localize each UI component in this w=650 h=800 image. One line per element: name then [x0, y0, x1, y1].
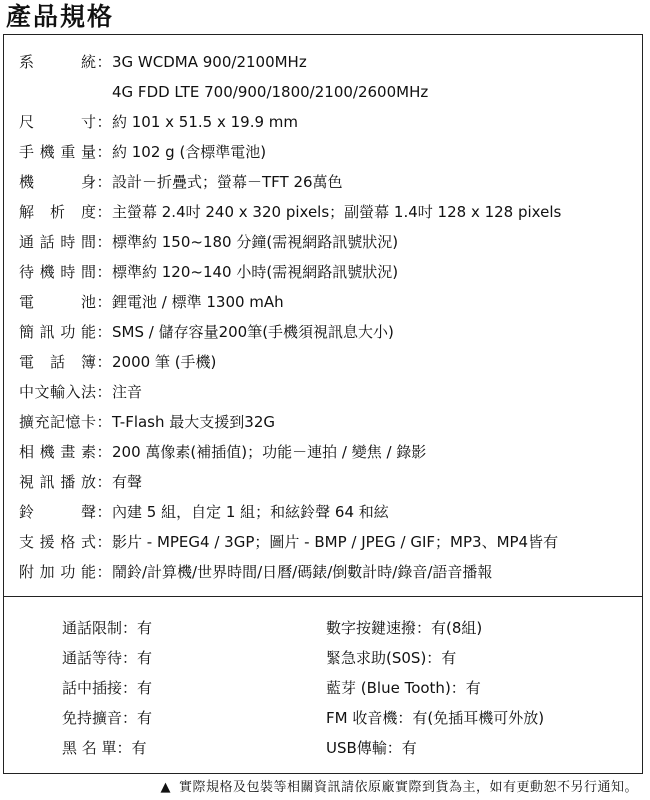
spec-row: [19, 377, 636, 407]
spec-row: [19, 287, 636, 317]
triangle-icon: ▲: [160, 780, 171, 795]
spec-label: 手機重量: [19, 143, 96, 161]
spec-label: 電池: [19, 293, 96, 311]
spec-row: [19, 497, 636, 527]
spec-table: [3, 34, 643, 774]
feature-item: USB傳輸：有: [326, 739, 417, 757]
feature-item: 黑 名 單：有: [62, 739, 147, 757]
spec-value: 主螢幕 2.4吋 240 x 320 pixels；副螢幕 1.4吋 128 x 128 pixels: [112, 203, 562, 221]
spec-value: 2000 筆 (手機): [112, 353, 217, 371]
spec-separator: ：: [96, 353, 112, 371]
spec-separator: ：: [96, 53, 112, 71]
spec-separator: ：: [96, 473, 112, 491]
spec-separator: ：: [96, 113, 112, 131]
spec-row: [19, 317, 636, 347]
feature-item: 緊急求助(S0S)：有: [326, 649, 457, 667]
spec-row: [19, 47, 636, 77]
feature-item: 通話等待：有: [62, 649, 153, 667]
spec-label: 簡訊功能: [19, 323, 96, 341]
spec-row: [19, 137, 636, 167]
spec-separator: ：: [96, 323, 112, 341]
spec-section: [4, 35, 642, 597]
spec-value: 有聲: [112, 473, 143, 491]
spec-row: [19, 107, 636, 137]
spec-value: 鬧鈴/計算機/世界時間/日曆/碼錶/倒數計時/錄音/語音播報: [112, 563, 493, 581]
spec-value: 設計－折疊式；螢幕－TFT 26萬色: [112, 173, 343, 191]
spec-label: 附加功能: [19, 563, 96, 581]
spec-value: 200 萬像素(補插值)；功能－連拍 / 變焦 / 錄影: [112, 443, 427, 461]
spec-row: [19, 227, 636, 257]
spec-value: 標準約 150~180 分鐘(需視網路訊號狀況): [112, 233, 399, 251]
spec-value: 標準約 120~140 小時(需視網路訊號狀況): [112, 263, 399, 281]
spec-separator: ：: [96, 203, 112, 221]
spec-row: [19, 557, 636, 587]
spec-row: [19, 197, 636, 227]
feature-item: 免持擴音：有: [62, 709, 153, 727]
spec-label: 擴充記憶卡: [19, 413, 96, 431]
spec-list: [19, 47, 636, 587]
spec-row: [19, 467, 636, 497]
spec-label: 通話時間: [19, 233, 96, 251]
spec-separator: ：: [96, 413, 112, 431]
spec-value: 影片 - MPEG4 / 3GP；圖片 - BMP / JPEG / GIF；MP3、MP4皆有: [112, 533, 559, 551]
spec-label: 電話簿: [19, 353, 96, 371]
spec-separator: ：: [96, 263, 112, 281]
spec-value: 約 102 g (含標準電池): [112, 143, 267, 161]
spec-separator: ：: [96, 443, 112, 461]
spec-separator: ：: [96, 143, 112, 161]
feature-column-left: [62, 613, 152, 763]
spec-label: 相機畫素: [19, 443, 96, 461]
spec-value: T-Flash 最大支援到32G: [112, 413, 275, 431]
feature-item: FM 收音機：有(免插耳機可外放): [326, 709, 545, 727]
spec-row: [19, 407, 636, 437]
spec-value: 鋰電池 / 標準 1300 mAh: [112, 293, 284, 311]
spec-label: 支援格式: [19, 533, 96, 551]
spec-row: [19, 257, 636, 287]
feature-item: 數字按鍵速撥：有(8組): [326, 619, 483, 637]
feature-item: 通話限制：有: [62, 619, 153, 637]
spec-label: 中文輸入法: [19, 383, 96, 401]
spec-label: 尺寸: [19, 113, 96, 131]
spec-separator: ：: [96, 563, 112, 581]
spec-value: 注音: [112, 383, 143, 401]
spec-value: SMS / 儲存容量200筆(手機須視訊息大小): [112, 323, 394, 341]
spec-row: [19, 347, 636, 377]
spec-row: [19, 437, 636, 467]
disclaimer-text: 實際規格及包裝等相關資訊請依原廠實際到貨為主，如有更動恕不另行通知。: [178, 780, 638, 795]
spec-label: 解析度: [19, 203, 96, 221]
spec-value: 約 101 x 51.5 x 19.9 mm: [112, 113, 299, 131]
spec-label: 機身: [19, 173, 96, 191]
spec-separator: ：: [96, 383, 112, 401]
spec-separator: ：: [96, 173, 112, 191]
spec-separator: ：: [96, 293, 112, 311]
spec-label: 鈴聲: [19, 503, 96, 521]
spec-separator: ：: [96, 233, 112, 251]
spec-label: 視訊播放: [19, 473, 96, 491]
spec-value-continuation: 4G FDD LTE 700/900/1800/2100/2600MHz: [112, 83, 429, 101]
spec-separator: ：: [96, 533, 112, 551]
spec-row: [19, 167, 636, 197]
spec-label: 系統: [19, 53, 96, 71]
feature-item: 話中插接：有: [62, 679, 153, 697]
feature-column-right: [326, 613, 544, 763]
spec-separator: ：: [96, 503, 112, 521]
spec-value: 內建 5 組，自定 1 組；和絃鈴聲 64 和絃: [112, 503, 389, 521]
spec-label: 待機時間: [19, 263, 96, 281]
disclaimer-note: [160, 778, 638, 798]
page-title: 產品規格: [6, 2, 115, 31]
spec-row: [19, 527, 636, 557]
feature-item: 藍芽 (Blue Tooth)：有: [326, 679, 481, 697]
spec-value: 3G WCDMA 900/2100MHz: [112, 53, 307, 71]
